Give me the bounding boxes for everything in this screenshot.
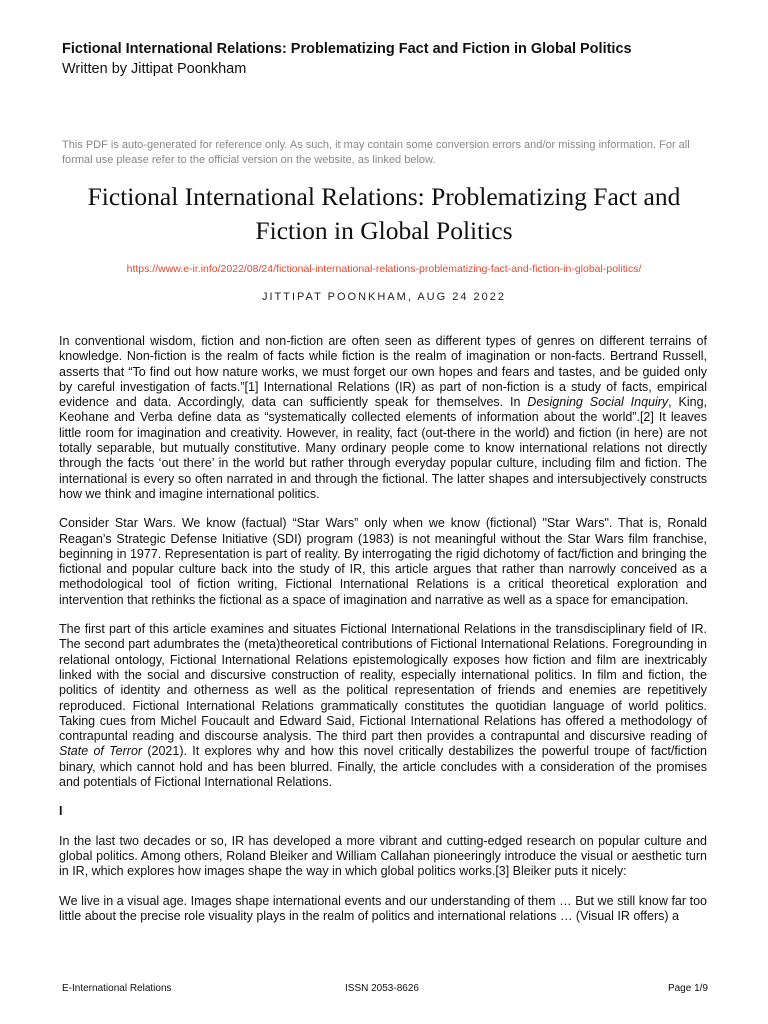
article-body bbox=[59, 334, 707, 938]
section-heading: I bbox=[59, 804, 63, 819]
author-date-line: JITTIPAT POONKHAM, AUG 24 2022 bbox=[261, 291, 506, 303]
book-title: Designing Social Inquiry bbox=[527, 395, 669, 410]
page-footer bbox=[62, 983, 708, 997]
pdf-disclaimer: This PDF is auto-generated for reference only. As such, it may contain some conversion errors and/or missing information. For all formal use please refer to the official version on the website, as linked below. bbox=[62, 139, 690, 166]
paragraph-2: Consider Star Wars. We know (factual) “Star Wars” only when we know (fictional) "Star Wars". That is, Ronald Reagan’s Strategic Defense Initiative (SDI) program (1983) is not meaningful without the Star Wars film franchise, beginning in 1977. Representation is part of reality. By interrogating the rigid dichotomy of fact/fiction and bringing the fictional and popular culture back into the study of IR, this article argues that rather than narrowly conceived as a methodological tool of fiction writing, Fictional International Relations is a critical theoretical exploration and intervention that rethinks the fictional as a space of imagination and narrative as well as a space for emancipation. bbox=[59, 516, 707, 607]
article-title: Fictional International Relations: Problematizing Fact and Fiction in Global Politics bbox=[87, 182, 681, 245]
document-header bbox=[62, 40, 712, 79]
footer-issn: ISSN 2053-8626 bbox=[345, 983, 419, 994]
paragraph-5: We live in a visual age. Images shape international events and our understanding of them … But we still know far too little about the precise role visuality plays in the realm of politics and international relations … (Visual IR offers) a bbox=[59, 893, 707, 923]
header-title: Fictional International Relations: Problematizing Fact and Fiction in Global Politics bbox=[62, 41, 632, 57]
article-url-link[interactable]: https://www.e-ir.info/2022/08/24/fictional-international-relations-problematizing-fact-and-fiction-in-global-politics/ bbox=[126, 263, 642, 275]
footer-publisher: E-International Relations bbox=[62, 983, 172, 994]
paragraph-1: In conventional wisdom, fiction and non-fiction are often seen as different types of genres on different terrains of knowledge. Non-fiction is the realm of facts while fiction is the realm of imagination or non-facts. Bertrand Russell, asserts that “To find out how nature works, we must forget our own hopes and fears and tastes, and be guided only by careful investigation of facts.”[1] International Relations (IR) as part of non-fiction is a study of facts, empirical evidence and data. Accordingly, data can sufficiently speak for themselves. In Designing Social Inquiry, King, Keohane and Verba define data as “systematically collected elements of information about the world”.[2] It leaves little room for imagination and creativity. However, in reality, fact (out-there in the world) and fiction (in here) are not totally separable, but mutually constitutive. Many ordinary people come to know international relations not directly through the facts ‘out there’ in the world but rather through everyday popular culture, including film and fiction. The international is every so often narrated in and through the fictional. The latter shapes and intersubjectively constructs how we think and imagine international politics. bbox=[59, 334, 707, 501]
footer-page-number: Page 1/9 bbox=[667, 983, 708, 994]
header-byline: Written by Jittipat Poonkham bbox=[62, 61, 247, 77]
paragraph-3: The first part of this article examines and situates Fictional International Relations in the transdisciplinary field of IR. The second part adumbrates the (meta)theoretical contributions of Fictional International Relations. Foregrounding in relational ontology, Fictional International Relations epistemologically exposes how fiction and film are inextricably linked with the social and discursive construction of reality, especially international politics. In film and fiction, the politics of identity and otherness as well as the political representation of friends and enemies are repetitively reproduced. Fictional International Relations grammatically constitutes the quotidian language of world politics. Taking cues from Michel Foucault and Edward Said, Fictional International Relations has offered a methodology of contrapuntal reading and discourse analysis. The third part then provides a contrapuntal and discursive reading of State of Terror (2021). It explores why and how this novel critically destabilizes the powerful troupe of fact/fiction binary, which cannot hold and has been blurred. Finally, the article concludes with a consideration of the promises and potentials of Fictional International Relations. bbox=[59, 622, 707, 790]
novel-title: State of Terror bbox=[59, 744, 143, 759]
paragraph-4: In the last two decades or so, IR has developed a more vibrant and cutting-edged research on popular culture and global politics. Among others, Roland Bleiker and William Callahan pioneeringly introduce the visual or aesthetic turn in IR, which explores how images shape the way in which global politics works.[3] Bleiker puts it nicely: bbox=[59, 833, 707, 879]
